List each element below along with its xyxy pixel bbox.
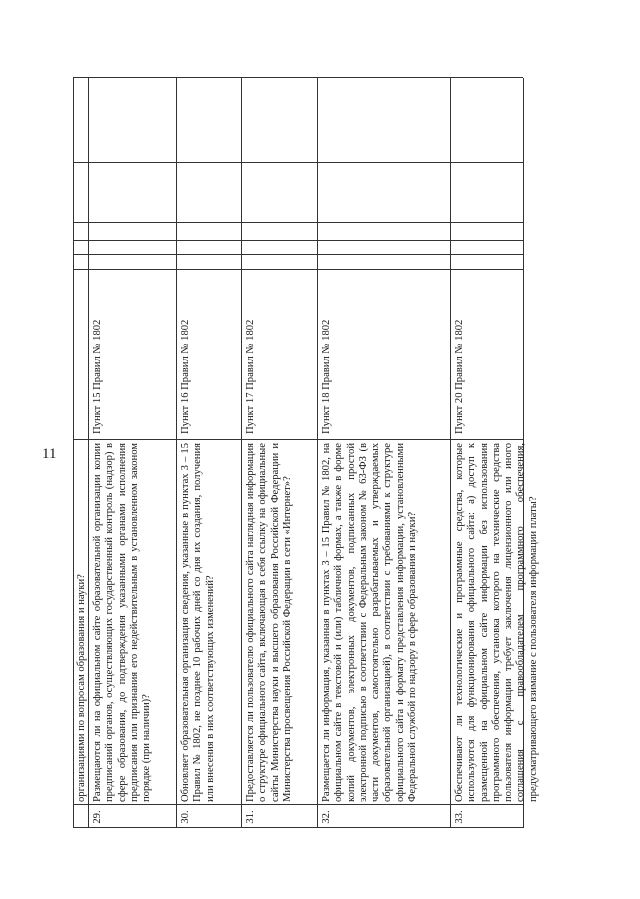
table-row-continuation [73, 78, 89, 828]
legal-basis: Пункт 17 Правил № 1802 [245, 319, 256, 434]
question-text: Обновляет образовательная организация сведения, указанные в пунктах 3 – 15 Правил № 1802, не позднее 10 рабочих дней со дня их создания, получения или внесения в них соответствующих изменений? [180, 443, 216, 802]
question-text: Предоставляется ли пользователю официального сайта наглядная информация о структуре официального сайта, включающая в себя ссылку на официальные сайты Министерства науки и высшего образования Российской Федерации и Министерства просвещения Российской Федерации в сети «Интернет»? [245, 443, 293, 802]
row-number: 29. [92, 810, 103, 824]
legal-basis: Пункт 20 Правил № 1802 [454, 319, 465, 434]
row-number: 31. [245, 810, 256, 824]
row-number: 30. [180, 810, 191, 824]
legal-basis: Пункт 15 Правил № 1802 [92, 319, 103, 434]
question-text: Размещаются ли на официальном сайте образовательной организации копии предписаний органов, осуществляющих государственный контроль (надзор) в сфере образования, до подтверждения указанными органами исполнения предписания или признания его недействительным в установленном законом порядке (при наличии)? [92, 443, 153, 802]
checklist-table [73, 78, 539, 828]
row-number: 33. [454, 810, 465, 824]
row-number: 32. [321, 810, 332, 824]
table-row [450, 78, 539, 828]
question-text: Размещается ли информация, указанная в пунктах 3 – 15 Правил № 1802, на официальном сайте в текстовой и (или) табличной формах, а также в форме копий документов, электронных документов, подписанных простой электронной подписью в соответствии с Федеральным законом № 63-ФЗ (в части документов, самостоятельно разрабатываемых и утверждаемых образовательной организацией), в соответствии с требованиями к структуре официального сайта и формату представления информации, установленными Федеральной службой по надзору в сфере образования и науки? [321, 443, 419, 802]
table-row [176, 78, 242, 828]
question-text: Обеспечивают ли технологические и программные средства, которые используются для функционирования официального сайта: а) доступ к размещенной на официальном сайте информации без использования программного обеспечения, установка которого на технические средства пользователя информации требует заключения лицензионного или иного соглашения с правообладателем программного обеспечения, предусматривающего взимание с пользователя информации платы? [454, 443, 539, 802]
legal-basis: Пункт 16 Правил № 1802 [180, 319, 191, 434]
table-row [88, 78, 177, 828]
page-number: 11 [42, 446, 57, 462]
table-row [317, 78, 451, 828]
continuation-text: организациями по вопросам образования и науки? [76, 574, 87, 802]
legal-basis: Пункт 18 Правил № 1802 [321, 319, 332, 434]
table-row [241, 78, 318, 828]
